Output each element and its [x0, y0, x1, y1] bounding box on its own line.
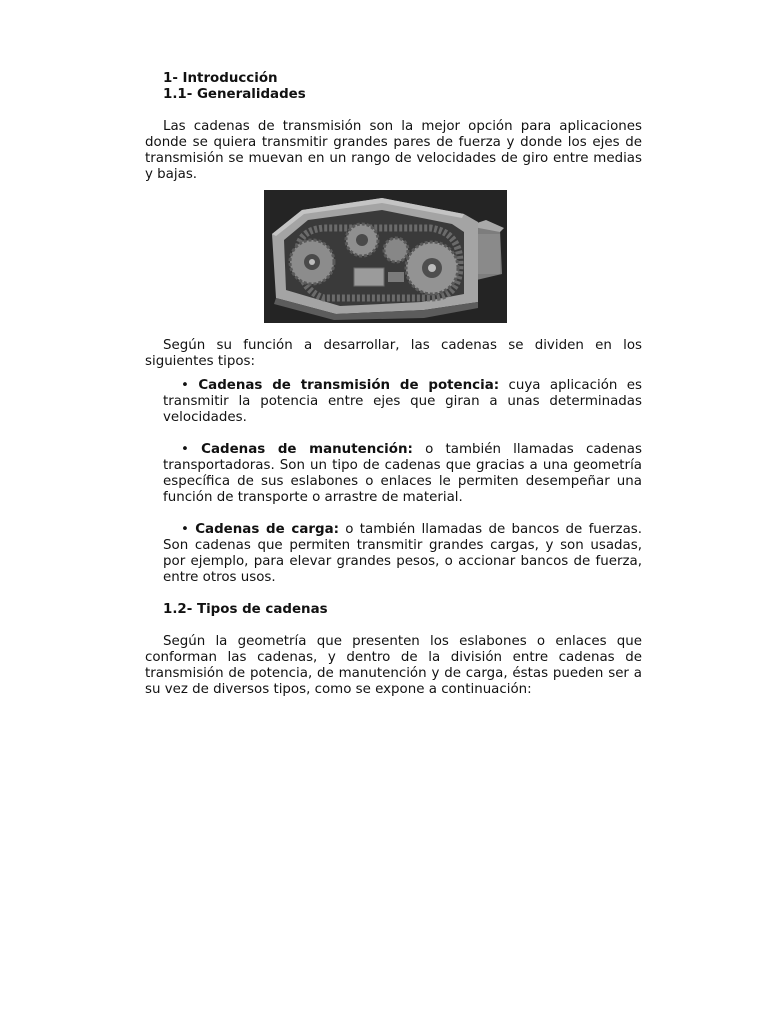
paragraph-intro: Las cadenas de transmisión son la mejor opción para aplicaciones donde se quiera transmitir grandes pares de fuerza y donde los ejes de transmisión se muevan en un rango de velocidades de giro entre medias y bajas.: [145, 119, 642, 182]
bullet-marker: •: [181, 442, 189, 457]
list-item-text: cuya aplicación es transmitir la potencia entre ejes que giran a unas determinadas velocidades.: [163, 378, 643, 425]
list-item-text: o también llamadas de bancos de fuerzas. Son cadenas que permiten transmitir grandes cargas, y son usadas, por ejemplo, para elevar grandes pesos, o accionar bancos de fuerza, entre otros usos.: [163, 522, 643, 585]
chain-drive-gearbox-photo: [264, 190, 507, 323]
chain-drive-figure: [264, 190, 507, 323]
list-item-text: o también llamadas cadenas transportadoras. Son un tipo de cadenas que gracias a una geometría específica de sus eslabones o enlaces le permiten desempeñar una función de transporte o arrastre de material.: [163, 442, 642, 505]
spacer: [145, 618, 642, 634]
paragraph-tipos-intro: Según su función a desarrollar, las cadenas se dividen en los siguientes tipos:: [145, 338, 642, 369]
list-item-term: Cadenas de transmisión de potencia:: [198, 378, 500, 393]
spacer: [145, 586, 642, 602]
spacer: [145, 426, 642, 442]
list-item-term: Cadenas de carga:: [195, 522, 339, 537]
bullet-marker: •: [181, 522, 189, 537]
list-item-transmision: [163, 378, 642, 426]
spacer: [145, 103, 642, 119]
list-item-term: Cadenas de manutención:: [201, 442, 413, 457]
spacer: [145, 506, 642, 522]
section-heading-introduccion: 1- Introducción: [163, 71, 278, 86]
spacer: [145, 323, 642, 338]
spacer: [145, 370, 642, 378]
section-heading-generalidades: 1.1- Generalidades: [163, 87, 306, 102]
paragraph-geometria: Según la geometría que presenten los eslabones o enlaces que conforman las cadenas, y dentro de la división entre cadenas de transmisión de potencia, de manutención y de carga, éstas pueden ser a su vez de diversos tipos, como se expone a continuación:: [145, 634, 642, 697]
list-item-manutencion: [163, 442, 642, 506]
bullet-marker: •: [181, 378, 189, 393]
list-item-carga: [163, 522, 642, 586]
document-body: [145, 71, 642, 698]
section-heading-tipos-de-cadenas: 1.2- Tipos de cadenas: [163, 602, 328, 617]
